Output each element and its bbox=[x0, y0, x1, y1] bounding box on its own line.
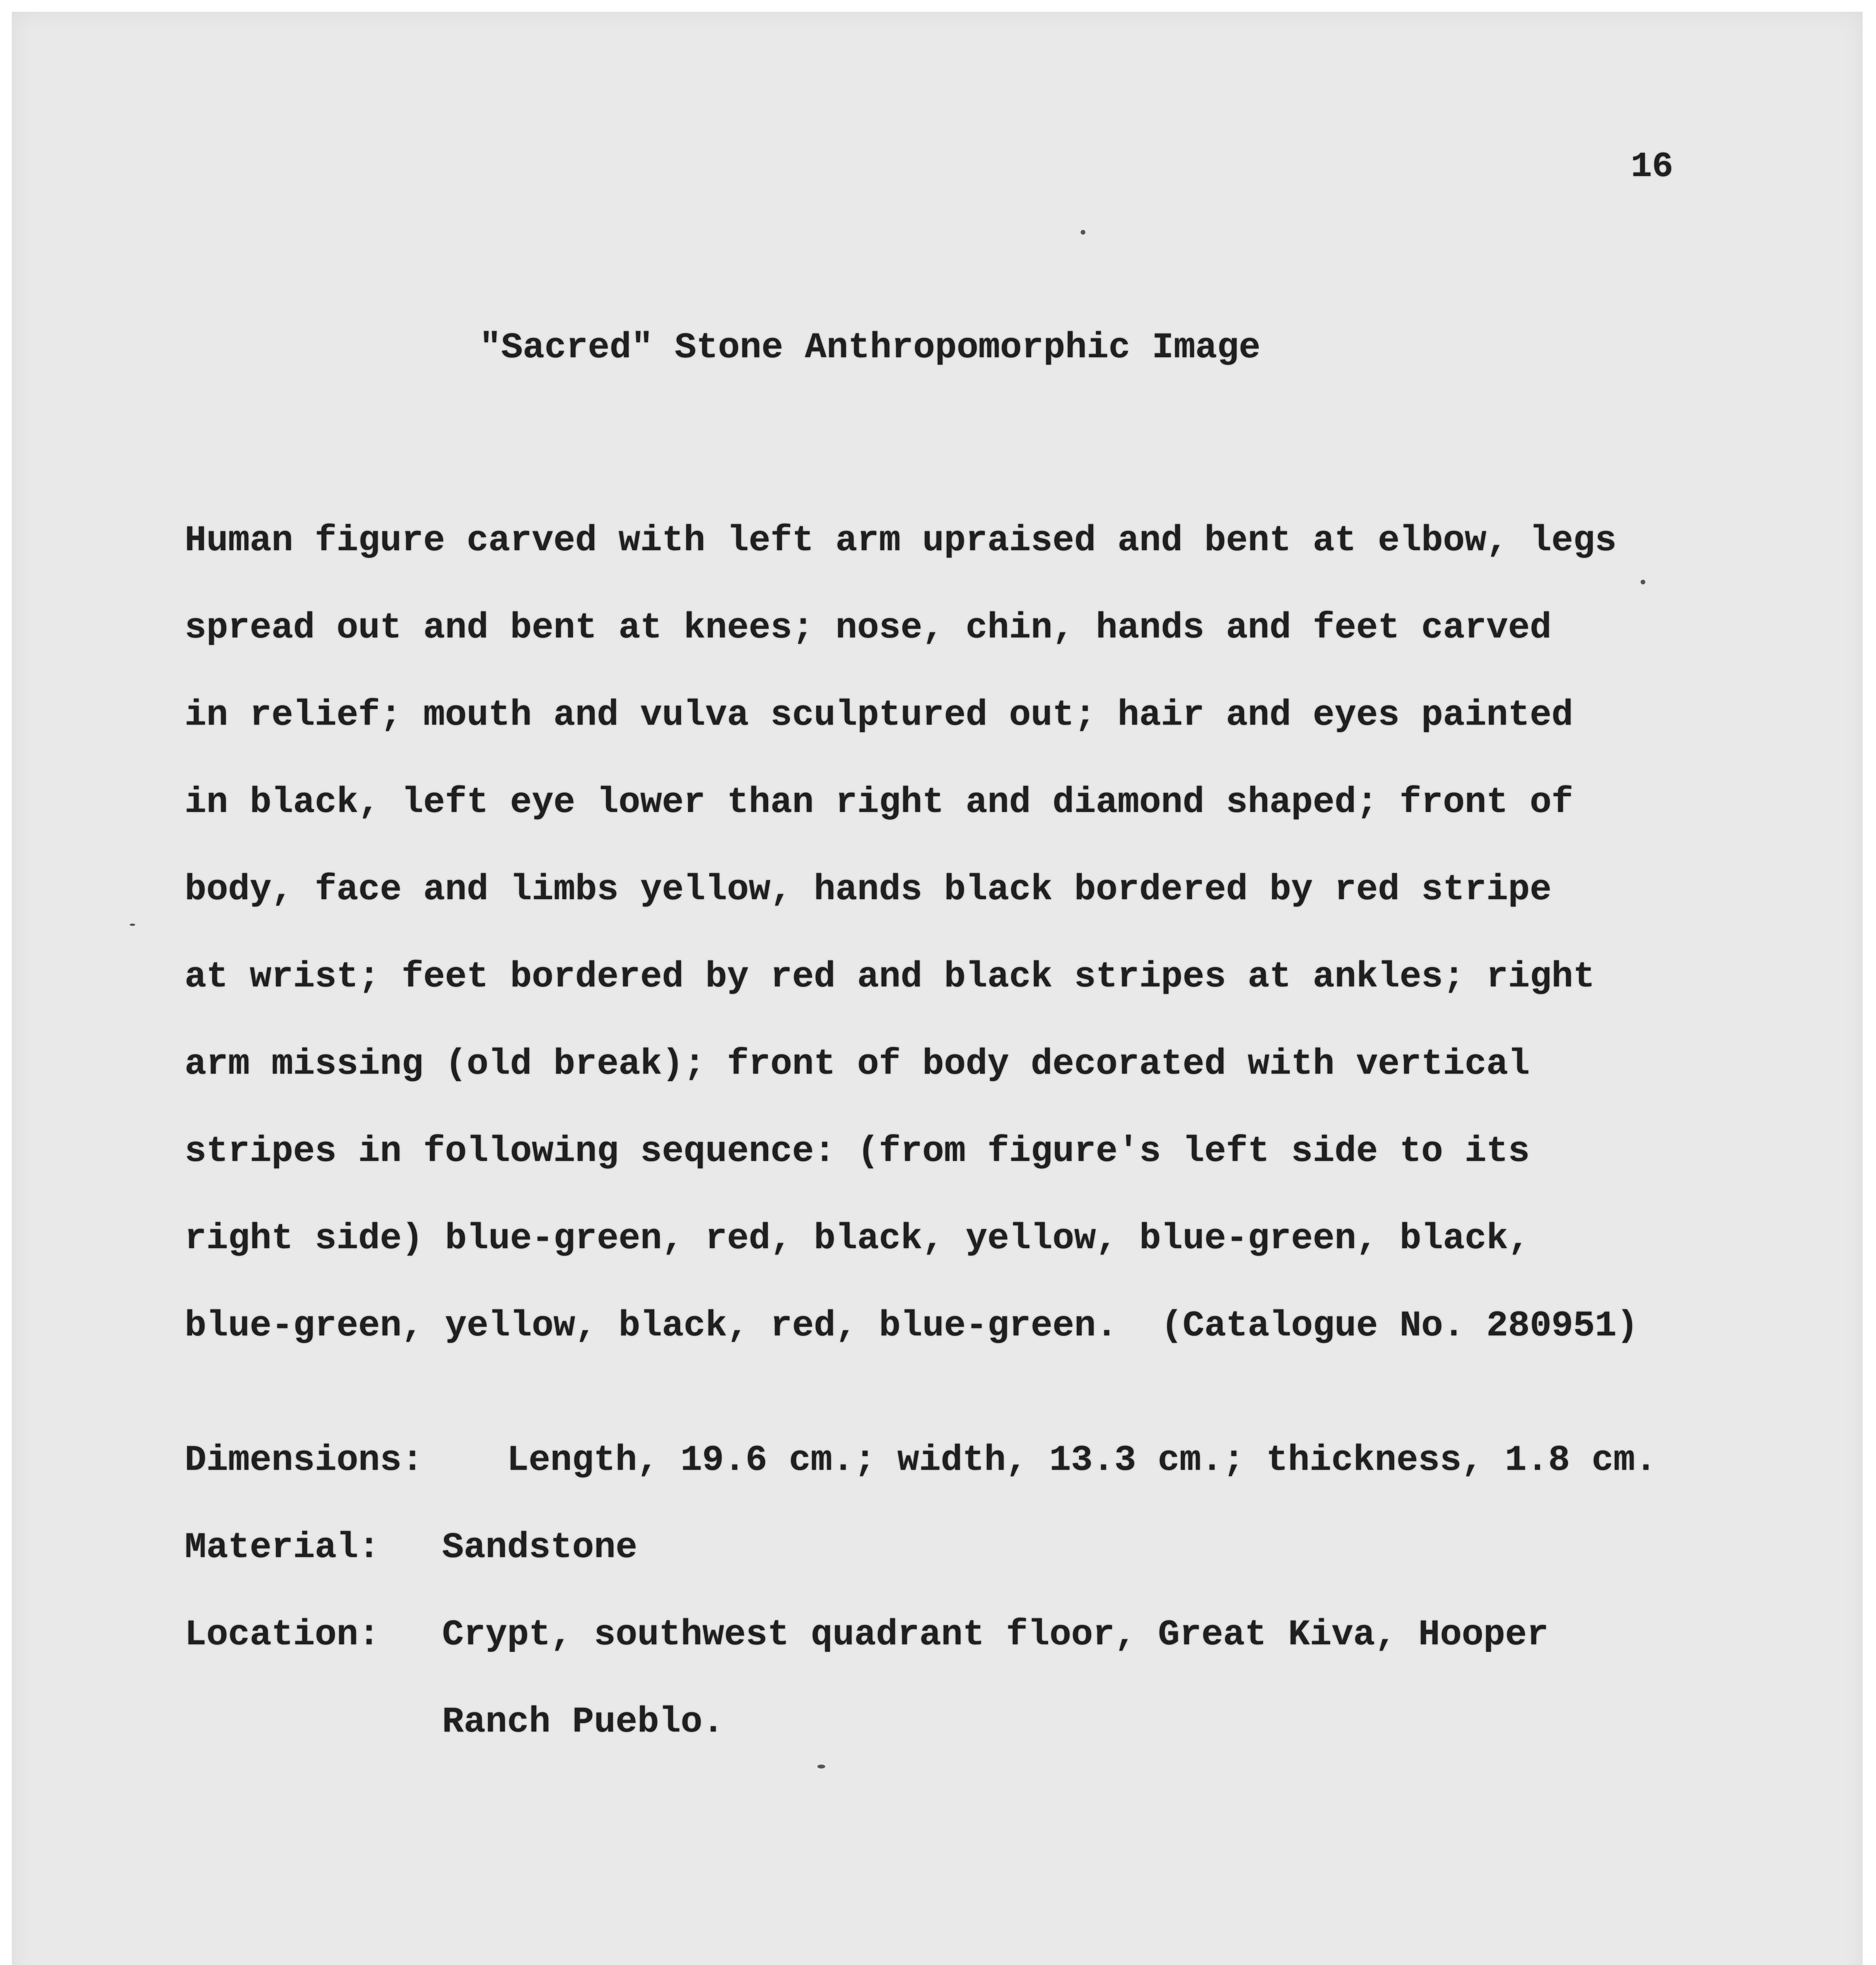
description-line: body, face and limbs yellow, hands black bordered by red stripe bbox=[185, 869, 1552, 910]
scan-speck bbox=[1641, 580, 1645, 584]
material-label: Material: bbox=[185, 1527, 380, 1568]
description-line: stripes in following sequence: (from figure's left side to its bbox=[185, 1131, 1530, 1172]
description-line: in black, left eye lower than right and diamond shaped; front of bbox=[185, 782, 1573, 823]
description-paragraph bbox=[185, 497, 1638, 1370]
description-line: in relief; mouth and vulva sculptured out; hair and eyes painted bbox=[185, 694, 1573, 736]
location-value-line2: Ranch Pueblo. bbox=[442, 1701, 724, 1743]
location-row bbox=[185, 1591, 1549, 1679]
material-value: Sandstone bbox=[442, 1527, 637, 1568]
page-title: "Sacred" Stone Anthropomorphic Image bbox=[479, 327, 1261, 368]
scan-speck bbox=[1081, 230, 1085, 235]
description-line: Human figure carved with left arm upraised and bent at elbow, legs bbox=[185, 520, 1617, 561]
location-row-continued bbox=[185, 1679, 724, 1766]
scanned-page bbox=[12, 12, 1863, 1965]
location-label: Location: bbox=[185, 1614, 380, 1655]
dimensions-label: Dimensions: bbox=[185, 1440, 424, 1481]
specifications bbox=[185, 1417, 1657, 1766]
description-line: spread out and bent at knees; nose, chin, hands and feet carved bbox=[185, 607, 1552, 648]
scan-speck bbox=[817, 1765, 825, 1768]
dimensions-value: Length, 19.6 cm.; width, 13.3 cm.; thickness, 1.8 cm. bbox=[507, 1440, 1657, 1481]
description-line: at wrist; feet bordered by red and black stripes at ankles; right bbox=[185, 956, 1595, 997]
description-line: blue-green, yellow, black, red, blue-green. (Catalogue No. 280951) bbox=[185, 1305, 1639, 1346]
description-line: right side) blue-green, red, black, yellow, blue-green, black, bbox=[185, 1218, 1530, 1259]
location-value-line1: Crypt, southwest quadrant floor, Great Kiva, Hooper bbox=[442, 1614, 1549, 1655]
description-line: arm missing (old break); front of body decorated with vertical bbox=[185, 1043, 1530, 1085]
page-number: 16 bbox=[1631, 147, 1674, 187]
dimensions-row bbox=[185, 1417, 1657, 1504]
material-row bbox=[185, 1504, 637, 1591]
scan-speck bbox=[130, 924, 135, 926]
